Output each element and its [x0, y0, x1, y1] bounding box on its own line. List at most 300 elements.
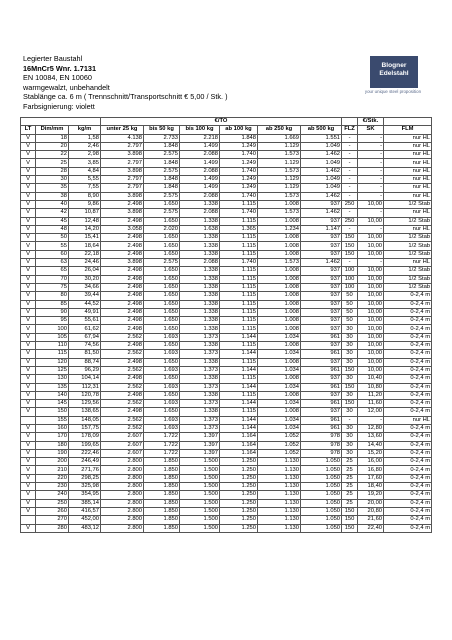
table-cell: 50: [342, 317, 358, 325]
table-cell: 1.008: [258, 408, 301, 416]
column-header: ab 250 kg: [258, 126, 301, 134]
table-cell: V: [21, 424, 36, 432]
table-cell: 2.562: [101, 416, 144, 424]
table-cell: 961: [301, 424, 342, 432]
table-cell: 10,80: [358, 383, 384, 391]
table-cell: 1/2 Stab: [384, 275, 432, 283]
table-cell: 937: [301, 200, 342, 208]
table-cell: V: [21, 275, 36, 283]
column-header: bis 100 kg: [180, 126, 220, 134]
table-cell: 1.500: [180, 524, 220, 532]
table-cell: V: [21, 483, 36, 491]
table-cell: 30: [342, 433, 358, 441]
table-cell: 1.115: [220, 358, 258, 366]
table-cell: 2.562: [101, 400, 144, 408]
table-cell: 250: [342, 217, 358, 225]
table-cell: 2.575: [144, 151, 180, 159]
table-cell: 1.850: [144, 466, 180, 474]
table-cell: 80: [36, 292, 69, 300]
table-cell: -: [342, 209, 358, 217]
table-cell: 199,65: [69, 441, 101, 449]
table-cell: 48: [36, 225, 69, 233]
table-cell: 22,40: [358, 524, 384, 532]
table-cell: V: [21, 474, 36, 482]
table-cell: 298,25: [69, 474, 101, 482]
table-row: [21, 259, 432, 267]
table-cell: V: [21, 192, 36, 200]
table-cell: 1.740: [220, 209, 258, 217]
table-cell: 1.338: [180, 300, 220, 308]
table-cell: 937: [301, 300, 342, 308]
table-cell: 67,94: [69, 333, 101, 341]
table-cell: 240: [36, 491, 69, 499]
table-cell: 2.498: [101, 391, 144, 399]
table-cell: 1.338: [180, 275, 220, 283]
table-cell: 1.650: [144, 234, 180, 242]
table-cell: V: [21, 234, 36, 242]
table-cell: V: [21, 217, 36, 225]
table-cell: 95: [36, 317, 69, 325]
table-cell: 1.147: [301, 225, 342, 233]
table-cell: 1.049: [301, 142, 342, 150]
table-column-header: [21, 126, 432, 134]
table-cell: V: [21, 375, 36, 383]
table-cell: 1.499: [180, 159, 220, 167]
table-cell: 1.164: [220, 441, 258, 449]
table-cell: 39,44: [69, 292, 101, 300]
table-cell: 1.115: [220, 342, 258, 350]
table-cell: V: [21, 176, 36, 184]
table-cell: 1.338: [180, 267, 220, 275]
table-cell: 2.020: [144, 225, 180, 233]
table-cell: V: [21, 283, 36, 291]
table-cell: 271,76: [69, 466, 101, 474]
table-cell: 10,00: [358, 234, 384, 242]
table-cell: 0-2,4 m: [384, 400, 432, 408]
table-cell: 135: [36, 383, 69, 391]
table-cell: 1.034: [258, 424, 301, 432]
table-cell: 2.498: [101, 267, 144, 275]
table-cell: -: [342, 167, 358, 175]
table-cell: 1.669: [258, 134, 301, 142]
table-cell: 1.499: [180, 176, 220, 184]
table-cell: 11,20: [358, 391, 384, 399]
table-cell: 16,00: [358, 458, 384, 466]
table-cell: 937: [301, 275, 342, 283]
table-cell: 0-2,4 m: [384, 383, 432, 391]
table-cell: 1.050: [301, 483, 342, 491]
table-cell: 2.800: [101, 507, 144, 515]
table-cell: 1.338: [180, 250, 220, 258]
table-cell: 937: [301, 250, 342, 258]
table-row: [21, 400, 432, 408]
table-cell: 2.562: [101, 350, 144, 358]
table-row: [21, 225, 432, 233]
table-cell: 937: [301, 283, 342, 291]
table-cell: 1.130: [258, 491, 301, 499]
table-cell: 1.129: [258, 184, 301, 192]
table-row: [21, 507, 432, 515]
table-cell: 1.129: [258, 142, 301, 150]
table-row: [21, 524, 432, 532]
table-cell: 10,00: [358, 317, 384, 325]
table-cell: 1.250: [220, 499, 258, 507]
table-cell: nur HL: [384, 225, 432, 233]
table-cell: 1.365: [220, 225, 258, 233]
table-cell: 30: [342, 408, 358, 416]
table-cell: V: [21, 209, 36, 217]
table-cell: nur HL: [384, 159, 432, 167]
table-cell: 150: [342, 400, 358, 408]
table-cell: 937: [301, 267, 342, 275]
table-cell: -: [358, 134, 384, 142]
table-cell: 20: [36, 142, 69, 150]
table-group-header: [21, 118, 432, 126]
table-cell: 1.850: [144, 516, 180, 524]
table-cell: V: [21, 433, 36, 441]
table-cell: [21, 516, 36, 524]
table-cell: 14,20: [69, 225, 101, 233]
table-cell: 354,95: [69, 491, 101, 499]
table-cell: 1.848: [144, 159, 180, 167]
table-cell: 140: [36, 391, 69, 399]
column-header: SK: [358, 126, 384, 134]
table-cell: 1.250: [220, 483, 258, 491]
table-row: [21, 366, 432, 374]
table-cell: 210: [36, 466, 69, 474]
table-cell: 74,56: [69, 342, 101, 350]
price-table: [20, 117, 432, 533]
table-cell: 1.115: [220, 242, 258, 250]
table-cell: 1.129: [258, 176, 301, 184]
table-cell: 100: [342, 283, 358, 291]
table-cell: 1.338: [180, 283, 220, 291]
group-eur-stk: €/Stk.: [358, 118, 384, 126]
table-cell: 2.498: [101, 317, 144, 325]
table-cell: 1.049: [301, 176, 342, 184]
table-cell: 2.498: [101, 325, 144, 333]
table-cell: 10,00: [358, 358, 384, 366]
table-cell: 1.115: [220, 283, 258, 291]
table-cell: 1.573: [258, 259, 301, 267]
table-row: [21, 184, 432, 192]
logo-line1: Blogner: [381, 62, 407, 69]
table-row: [21, 159, 432, 167]
table-cell: 4,84: [69, 167, 101, 175]
table-row: [21, 474, 432, 482]
table-cell: 61,62: [69, 325, 101, 333]
table-cell: -: [342, 142, 358, 150]
table-cell: 2.575: [144, 167, 180, 175]
table-cell: 1/2 Stab: [384, 200, 432, 208]
table-cell: V: [21, 366, 36, 374]
table-cell: 1.338: [180, 342, 220, 350]
group-eur-to: €/TO: [101, 118, 342, 126]
table-cell: 18,64: [69, 242, 101, 250]
table-cell: 1.650: [144, 200, 180, 208]
table-cell: 30: [342, 449, 358, 457]
table-cell: -: [342, 134, 358, 142]
table-cell: 1.008: [258, 217, 301, 225]
table-cell: 2.800: [101, 466, 144, 474]
table-cell: 5,55: [69, 176, 101, 184]
table-cell: V: [21, 466, 36, 474]
table-cell: 2.498: [101, 292, 144, 300]
logo-text: [372, 62, 416, 77]
table-cell: V: [21, 458, 36, 466]
table-cell: 145: [36, 400, 69, 408]
table-cell: 1.462: [301, 151, 342, 159]
table-cell: 150: [36, 408, 69, 416]
table-row: [21, 342, 432, 350]
table-cell: 1.500: [180, 466, 220, 474]
table-cell: 14,40: [358, 441, 384, 449]
table-cell: 961: [301, 416, 342, 424]
table-cell: 1.050: [301, 524, 342, 532]
table-row: [21, 358, 432, 366]
table-row: [21, 499, 432, 507]
table-cell: 1/2 Stab: [384, 250, 432, 258]
table-cell: 1.034: [258, 400, 301, 408]
table-cell: V: [21, 225, 36, 233]
table-row: [21, 325, 432, 333]
table-cell: 1.650: [144, 283, 180, 291]
table-cell: 2.088: [180, 167, 220, 175]
table-cell: 1.650: [144, 358, 180, 366]
table-cell: 1.850: [144, 491, 180, 499]
table-cell: 3.898: [101, 192, 144, 200]
table-cell: 1.740: [220, 167, 258, 175]
table-cell: 30: [342, 358, 358, 366]
table-cell: 0-2,4 m: [384, 441, 432, 449]
table-cell: 2.797: [101, 142, 144, 150]
table-cell: 85: [36, 300, 69, 308]
table-cell: 1.050: [301, 491, 342, 499]
table-cell: 1.130: [258, 524, 301, 532]
table-cell: 1.573: [258, 151, 301, 159]
table-cell: 1.650: [144, 300, 180, 308]
table-cell: 937: [301, 308, 342, 316]
table-cell: 12,48: [69, 217, 101, 225]
table-cell: 10,00: [358, 275, 384, 283]
table-cell: 150: [342, 366, 358, 374]
table-cell: 105: [36, 333, 69, 341]
table-cell: 20,00: [358, 499, 384, 507]
table-cell: 1.693: [144, 400, 180, 408]
table-cell: 28: [36, 167, 69, 175]
table-cell: 1.338: [180, 200, 220, 208]
table-cell: 130: [36, 375, 69, 383]
table-cell: 81,50: [69, 350, 101, 358]
column-header: Dim/mm: [36, 126, 69, 134]
table-cell: 1.034: [258, 383, 301, 391]
table-row: [21, 267, 432, 275]
table-cell: 1.144: [220, 383, 258, 391]
table-cell: 937: [301, 342, 342, 350]
table-cell: nur HL: [384, 142, 432, 150]
table-cell: -: [342, 225, 358, 233]
table-cell: 1.740: [220, 192, 258, 200]
table-cell: 129,56: [69, 400, 101, 408]
table-cell: 978: [301, 449, 342, 457]
table-cell: 150: [342, 516, 358, 524]
table-cell: 2.562: [101, 366, 144, 374]
table-row: [21, 483, 432, 491]
table-cell: 1.373: [180, 400, 220, 408]
table-cell: 2.607: [101, 441, 144, 449]
table-cell: 937: [301, 317, 342, 325]
table-cell: 35: [36, 184, 69, 192]
table-cell: 2.562: [101, 333, 144, 341]
table-row: [21, 283, 432, 291]
table-cell: 10,40: [358, 375, 384, 383]
table-cell: 1.850: [144, 507, 180, 515]
table-cell: 0-2,4 m: [384, 458, 432, 466]
table-cell: 45: [36, 217, 69, 225]
table-cell: nur HL: [384, 192, 432, 200]
table-cell: 1.008: [258, 275, 301, 283]
table-cell: 1.050: [301, 466, 342, 474]
table-cell: 34,66: [69, 283, 101, 291]
table-cell: 30: [342, 333, 358, 341]
table-cell: 30: [36, 176, 69, 184]
table-cell: 1.551: [301, 134, 342, 142]
table-cell: 0-2,4 m: [384, 499, 432, 507]
table-cell: -: [358, 167, 384, 175]
table-cell: 1.500: [180, 516, 220, 524]
table-cell: 25: [342, 458, 358, 466]
table-cell: 0-2,4 m: [384, 474, 432, 482]
table-cell: 222,46: [69, 449, 101, 457]
table-cell: 22: [36, 151, 69, 159]
table-cell: 1.115: [220, 267, 258, 275]
table-cell: 0-2,4 m: [384, 366, 432, 374]
table-row: [21, 176, 432, 184]
table-cell: 7,55: [69, 184, 101, 192]
table-cell: 1.008: [258, 325, 301, 333]
table-cell: 25: [342, 466, 358, 474]
table-row: [21, 466, 432, 474]
table-cell: 9,86: [69, 200, 101, 208]
table-cell: 1.373: [180, 333, 220, 341]
table-row: [21, 391, 432, 399]
table-cell: 1.144: [220, 400, 258, 408]
table-row: [21, 333, 432, 341]
table-cell: 2.498: [101, 234, 144, 242]
table-cell: 22,18: [69, 250, 101, 258]
table-cell: 1.250: [220, 466, 258, 474]
table-cell: 1.052: [258, 433, 301, 441]
table-cell: 1.650: [144, 292, 180, 300]
table-cell: 0-2,4 m: [384, 342, 432, 350]
table-cell: -: [342, 192, 358, 200]
table-cell: 1.499: [180, 142, 220, 150]
table-cell: V: [21, 134, 36, 142]
table-cell: 1.144: [220, 333, 258, 341]
table-cell: 10,00: [358, 200, 384, 208]
table-cell: [21, 416, 36, 424]
table-cell: nur HL: [384, 167, 432, 175]
table-cell: 1.722: [144, 433, 180, 441]
table-cell: 2.498: [101, 308, 144, 316]
table-cell: 1.034: [258, 366, 301, 374]
table-cell: 1.130: [258, 499, 301, 507]
table-cell: 2.562: [101, 424, 144, 432]
table-cell: 1.008: [258, 308, 301, 316]
table-cell: 1.338: [180, 234, 220, 242]
table-cell: nur HL: [384, 176, 432, 184]
table-row: [21, 408, 432, 416]
table-row: [21, 375, 432, 383]
table-cell: 2.498: [101, 375, 144, 383]
table-cell: 21,60: [358, 516, 384, 524]
table-cell: 483,12: [69, 524, 101, 532]
table-cell: 110: [36, 342, 69, 350]
table-cell: -: [342, 259, 358, 267]
table-cell: 16,80: [358, 466, 384, 474]
table-cell: -: [358, 184, 384, 192]
table-cell: 0-2,4 m: [384, 491, 432, 499]
table-cell: V: [21, 491, 36, 499]
table-cell: 2.575: [144, 259, 180, 267]
table-cell: -: [358, 159, 384, 167]
table-cell: 150: [342, 524, 358, 532]
table-cell: 190: [36, 449, 69, 457]
table-cell: 1.650: [144, 375, 180, 383]
table-cell: 0-2,4 m: [384, 292, 432, 300]
table-cell: 1.500: [180, 474, 220, 482]
table-cell: 2.797: [101, 176, 144, 184]
table-cell: nur HL: [384, 259, 432, 267]
table-cell: 978: [301, 433, 342, 441]
header-norm: EN 10084, EN 10060: [23, 73, 92, 83]
table-cell: 1.650: [144, 267, 180, 275]
table-cell: 0-2,4 m: [384, 350, 432, 358]
table-cell: 1.693: [144, 424, 180, 432]
table-row: [21, 383, 432, 391]
table-row: [21, 250, 432, 258]
table-cell: 1.848: [144, 176, 180, 184]
table-cell: 1.500: [180, 491, 220, 499]
table-cell: 937: [301, 408, 342, 416]
table-cell: 1.848: [144, 184, 180, 192]
table-cell: 961: [301, 400, 342, 408]
table-cell: 88,74: [69, 358, 101, 366]
table-cell: 1.034: [258, 333, 301, 341]
table-cell: 18,40: [358, 483, 384, 491]
table-cell: 0-2,4 m: [384, 524, 432, 532]
table-cell: 10,87: [69, 209, 101, 217]
table-cell: 1/2 Stab: [384, 217, 432, 225]
table-cell: 10,00: [358, 366, 384, 374]
table-cell: 961: [301, 350, 342, 358]
table-cell: 70: [36, 275, 69, 283]
table-row: [21, 234, 432, 242]
column-header: kg/m: [69, 126, 101, 134]
table-cell: 3.898: [101, 151, 144, 159]
table-cell: V: [21, 342, 36, 350]
table-cell: 1.050: [301, 507, 342, 515]
table-cell: 30: [342, 391, 358, 399]
table-cell: 1.249: [220, 176, 258, 184]
table-cell: 1.850: [144, 524, 180, 532]
column-header: ab 100 kg: [220, 126, 258, 134]
table-cell: V: [21, 383, 36, 391]
table-cell: 10,00: [358, 333, 384, 341]
table-cell: 1.008: [258, 342, 301, 350]
table-cell: 1.130: [258, 507, 301, 515]
table-cell: 1.144: [220, 350, 258, 358]
